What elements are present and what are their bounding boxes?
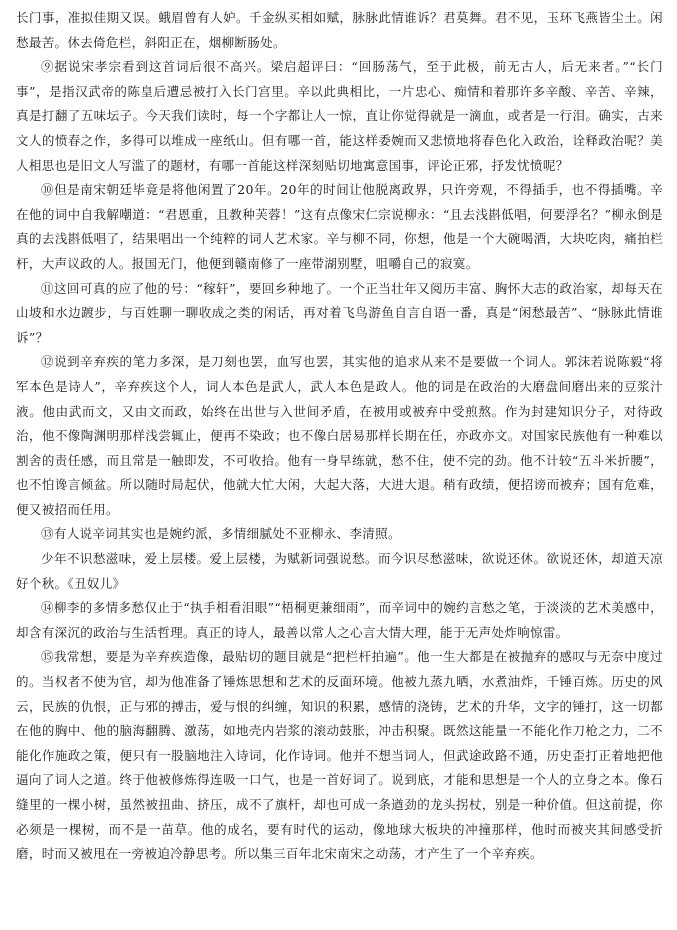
paragraph-12: ⑫说到辛弃疾的笔力多深，是刀刻也罢，血写也罢，其实他的追求从来不是要做一个词人。郭沫若说陈毅“将军本色是诗人”，辛弃疾这个人，词人本色是武人，武人本色是政人。他的词是在政治的大磨盘间磨出来的豆浆汁液。他由武而文，又由文而政，始终在出世与入世间矛盾，在被用或被弃中受煎熬。作为封建知识分子，对待政治，他不像陶渊明那样浅尝辄止，便再不染政；也不像白居易那样长期在任，亦政亦文。对国家民族他有一种难以割舍的责任感，而且常是一触即发，不可收拾。他有一身早练就，愁不住，使不完的劲。他不计较“五斗米折腰”，也不怕谗言倾盆。所以随时局起伏，他就大忙大闲，大起大落，大进大退。稍有政绩，便招谤而被弃；国有危难，便又被招而任用。 bbox=[16, 354, 663, 517]
paragraph-11: ⑪这回可真的应了他的号：“稼轩”，要回乡种地了。一个正当壮年又阅历丰富、胸怀大志的政治家，却每天在山坡和水边踱步，与百姓聊一聊收成之类的闲话，再对着飞鸟游鱼自言自语一番，真是“闲愁最苦”、“脉脉此情谁诉”？ bbox=[16, 280, 663, 345]
paragraph-14: ⑭柳李的多情多愁仅止于“执手相看泪眼”“梧桐更兼细雨”，而辛词中的婉约言愁之笔，于淡淡的艺术美感中，却含有深沉的政治与生活哲理。真正的诗人，最善以常人之心言大情大理，能于无声处炸响惊雷。 bbox=[16, 600, 663, 640]
paragraph-9: ⑨据说宋孝宗看到这首词后很不高兴。梁启超评曰：“回肠荡气，至于此极，前无古人，后无来者。”“长门事”，是指汉武帝的陈皇后遭忌被打入长门宫里。辛以此典相比，一片忠心、痴情和着那许多辛酸、辛苦、辛辣，真是打翻了五味坛子。今天我们读时，每一个字都让人一惊，直让你觉得就是一滴血，或者是一行泪。确实，古来文人的愤春之作，多得可以堆成一座纸山。但有哪一首，能这样委婉而又悲愤地将春色化入政治，诠释政治呢？美人相思也是旧文人写滥了的题材，有哪一首能这样深刻贴切地寓意国事，评论正邪，抒发忧愤呢？ bbox=[16, 59, 663, 173]
paragraph-13: ⑬有人说辛词其实也是婉约派，多情细腻处不亚柳永、李清照。 bbox=[41, 526, 401, 542]
poem-chounuer: 少年不识愁滋味，爱上层楼。爱上层楼，为赋新词强说愁。而今识尽愁滋味，欲说还休。欲说还休，却道天凉好个秋。《丑奴儿》 bbox=[16, 551, 663, 591]
paragraph-15: ⑮我常想，要是为辛弃疾造像，最贴切的题目就是“把栏杆拍遍”。他一生大都是在被抛弃的感叹与无奈中度过的。当权者不使为官，却为他准备了锤炼思想和艺术的反面环境。他被九蒸九晒，水煮油炸，千锤百炼。历史的风云，民族的仇恨，正与邪的搏击，爱与恨的纠缠，知识的积累，感情的浇铸，艺术的升华，文字的锤打，这一切都在他的胸中、他的脑海翻腾、激荡，如地壳内岩浆的滚动鼓胀，冲击积聚。既然这能量一不能化作刀枪之力，二不能化作施政之策，便只有一股脑地注入诗词，化作诗词。他并不想当词人，但武途政路不通，历史歪打正着地把他逼向了词人之道。终于他被修炼得连吸一口气，也是一首好词了。说到底，才能和思想是一个人的立身之本。像石缝里的一棵小树，虽然被扭曲、挤压，成不了旗杆，却也可成一条遒劲的龙头拐杖，别是一种价值。但这前提，你必须是一棵树，而不是一苗草。他的成名，要有时代的运动，像地球大板块的冲撞那样，他时而被夹其间感受折磨，时而又被甩在一旁被迫冷静思考。所以集三百年北宋南宋之动荡，才产生了一个辛弃疾。 bbox=[16, 649, 663, 862]
paragraph-10: ⑩但是南宋朝廷毕竟是将他闲置了20年。20年的时间让他脱离政界，只许旁观，不得插手，也不得插嘴。辛在他的词中自我解嘲道：“君恩重，且教种芙蓉！”这有点像宋仁宗说柳永：“且去浅斟低唱，何要浮名？”柳永倒是真的去浅斟低唱了，结果唱出一个纯粹的词人艺术家。辛与柳不同，你想，他是一个大碗喝酒，大块吃肉，痛拍栏杆，大声议政的人。报国无门，他便到赣南修了一座带湖别墅，咀嚼自己的寂寞。 bbox=[16, 182, 663, 271]
paragraph-poem-tail: 长门事，准拟佳期又误。蛾眉曾有人妒。千金纵买相如赋，脉脉此情谁诉？君莫舞。君不见，玉环飞燕皆尘土。闲愁最苦。休去倚危栏，斜阳正在，烟柳断肠处。 bbox=[16, 10, 663, 50]
